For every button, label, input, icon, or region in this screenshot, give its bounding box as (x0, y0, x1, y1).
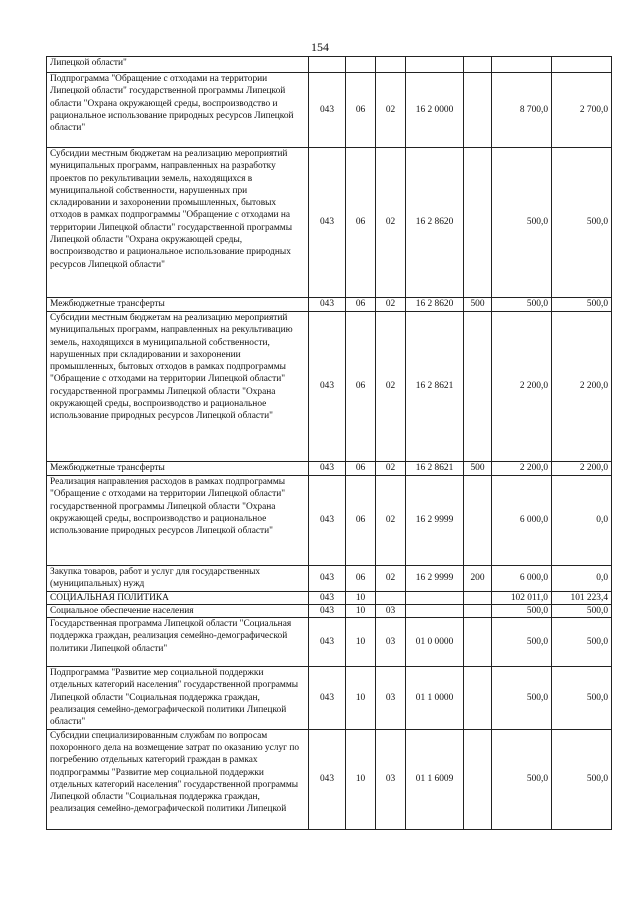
cell-admin: 043 (309, 667, 346, 729)
cell-admin: 043 (309, 591, 346, 604)
cell-sum2 (552, 57, 612, 73)
cell-subsection: 02 (376, 73, 406, 148)
cell-name: Межбюджетные трансферты (47, 462, 309, 476)
cell-subsection: 03 (376, 667, 406, 729)
cell-sum1: 102 011,0 (492, 591, 552, 604)
cell-name: Субсидии местным бюджетам на реализацию мероприятий муниципальных программ, направленных на разработку проектов по рекультивации земель, находящихся в муниципальной собственности, нарушенных при складировании и захоронении промышленных, бытовых отходов в рамках подпрограммы "Обращение с отходами на территории Липецкой области" государственной программы Липецкой области "Охрана окружающей среды, воспроизводство и рациональное использование природных ресурсов Липецкой области" (47, 148, 309, 298)
cell-section: 06 (346, 73, 376, 148)
cell-sum1 (492, 57, 552, 73)
cell-sum1: 500,0 (492, 604, 552, 617)
cell-target: 01 0 0000 (406, 618, 464, 667)
cell-admin: 043 (309, 462, 346, 476)
cell-type (464, 73, 492, 148)
cell-admin (309, 57, 346, 73)
cell-type (464, 729, 492, 829)
table-row (47, 618, 612, 667)
cell-sum1: 500,0 (492, 298, 552, 312)
cell-sum2: 500,0 (552, 618, 612, 667)
cell-type: 200 (464, 566, 492, 592)
table-row (47, 476, 612, 566)
cell-type: 500 (464, 298, 492, 312)
cell-name: Подпрограмма "Обращение с отходами на территории Липецкой области" государственной программы Липецкой области "Охрана окружающей среды, воспроизводство и рациональное использование природных ресурсов Липецкой области" (47, 73, 309, 148)
cell-sum1: 500,0 (492, 729, 552, 829)
cell-subsection: 02 (376, 312, 406, 462)
cell-target: 01 1 6009 (406, 729, 464, 829)
cell-sum2: 500,0 (552, 148, 612, 298)
table-row (47, 298, 612, 312)
page-number: 154 (311, 40, 329, 54)
cell-type (464, 312, 492, 462)
cell-section: 10 (346, 604, 376, 617)
cell-sum1: 500,0 (492, 667, 552, 729)
cell-target: 16 2 0000 (406, 73, 464, 148)
table-row (47, 312, 612, 462)
cell-sum2: 2 700,0 (552, 73, 612, 148)
cell-name: Социальное обеспечение населения (47, 604, 309, 617)
cell-subsection: 02 (376, 298, 406, 312)
cell-sum1: 8 700,0 (492, 73, 552, 148)
cell-admin: 043 (309, 604, 346, 617)
table-row (47, 591, 612, 604)
cell-sum2: 500,0 (552, 729, 612, 829)
cell-section: 06 (346, 298, 376, 312)
cell-sum2: 500,0 (552, 667, 612, 729)
cell-section (346, 57, 376, 73)
cell-section: 06 (346, 148, 376, 298)
cell-target: 16 2 8621 (406, 462, 464, 476)
cell-name: Закупка товаров, работ и услуг для государственных (муниципальных) нужд (47, 566, 309, 592)
cell-section: 10 (346, 667, 376, 729)
cell-section: 06 (346, 312, 376, 462)
cell-sum1: 2 200,0 (492, 462, 552, 476)
cell-admin: 043 (309, 73, 346, 148)
cell-sum2: 500,0 (552, 604, 612, 617)
cell-type (464, 57, 492, 73)
cell-admin: 043 (309, 618, 346, 667)
cell-name: Государственная программа Липецкой области "Социальная поддержка граждан, реализация семейно-демографической политики Липецкой области" (47, 618, 309, 667)
cell-admin: 043 (309, 312, 346, 462)
cell-sum2: 0,0 (552, 566, 612, 592)
cell-name: Субсидии специализированным службам по вопросам похоронного дела на возмещение затрат по оказанию услуг по погребению отдельных категорий граждан в рамках подпрограммы "Развитие мер социальной поддержки отдельных категорий населения" государственной программы Липецкой области "Социальная поддержка граждан, реализация семейно-демографической политики Липецкой (47, 729, 309, 829)
cell-type (464, 148, 492, 298)
table-row (47, 57, 612, 73)
cell-target: 16 2 8621 (406, 312, 464, 462)
cell-section: 06 (346, 462, 376, 476)
cell-subsection: 03 (376, 618, 406, 667)
cell-section: 10 (346, 618, 376, 667)
cell-name: Межбюджетные трансферты (47, 298, 309, 312)
cell-target: 01 1 0000 (406, 667, 464, 729)
cell-sum1: 500,0 (492, 618, 552, 667)
cell-sum2: 2 200,0 (552, 312, 612, 462)
table-row (47, 148, 612, 298)
table-row (47, 667, 612, 729)
cell-type: 500 (464, 462, 492, 476)
budget-table (46, 56, 612, 830)
cell-name: СОЦИАЛЬНАЯ ПОЛИТИКА (47, 591, 309, 604)
cell-section: 10 (346, 729, 376, 829)
cell-subsection: 02 (376, 462, 406, 476)
cell-admin: 043 (309, 148, 346, 298)
cell-subsection: 02 (376, 148, 406, 298)
cell-sum2: 500,0 (552, 298, 612, 312)
cell-admin: 043 (309, 298, 346, 312)
cell-section: 10 (346, 591, 376, 604)
cell-sum2: 101 223,4 (552, 591, 612, 604)
cell-type (464, 618, 492, 667)
table-row (47, 73, 612, 148)
cell-sum1: 6 000,0 (492, 566, 552, 592)
cell-name: Реализация направления расходов в рамках подпрограммы "Обращение с отходами на территории Липецкой области" государственной программы Липецкой области "Охрана окружающей среды, воспроизводство и рациональное использование природных ресурсов Липецкой области" (47, 476, 309, 566)
cell-target (406, 57, 464, 73)
table-row (47, 566, 612, 592)
cell-sum1: 500,0 (492, 148, 552, 298)
cell-target (406, 604, 464, 617)
cell-target (406, 591, 464, 604)
cell-section: 06 (346, 476, 376, 566)
cell-type (464, 667, 492, 729)
cell-sum1: 2 200,0 (492, 312, 552, 462)
cell-sum2: 0,0 (552, 476, 612, 566)
cell-type (464, 604, 492, 617)
cell-target: 16 2 9999 (406, 566, 464, 592)
cell-subsection: 02 (376, 566, 406, 592)
cell-admin: 043 (309, 476, 346, 566)
cell-subsection: 02 (376, 476, 406, 566)
cell-sum1: 6 000,0 (492, 476, 552, 566)
cell-admin: 043 (309, 566, 346, 592)
cell-sum2: 2 200,0 (552, 462, 612, 476)
cell-name: Субсидии местным бюджетам на реализацию мероприятий муниципальных программ, направленных на рекультивацию земель, находящихся в муниципальной собственности, нарушенных при складировании и захоронении промышленных, бытовых отходов в рамках подпрограммы "Обращение с отходами на территории Липецкой области" государственной программы Липецкой области "Охрана окружающей среды, воспроизводство и рациональное использование природных ресурсов Липецкой области" (47, 312, 309, 462)
cell-target: 16 2 9999 (406, 476, 464, 566)
table-row (47, 729, 612, 829)
cell-type (464, 476, 492, 566)
cell-name: Липецкой области" (47, 57, 309, 73)
table-row (47, 604, 612, 617)
cell-admin: 043 (309, 729, 346, 829)
cell-subsection: 03 (376, 729, 406, 829)
table-row (47, 462, 612, 476)
cell-subsection (376, 57, 406, 73)
cell-target: 16 2 8620 (406, 298, 464, 312)
cell-subsection: 03 (376, 604, 406, 617)
cell-target: 16 2 8620 (406, 148, 464, 298)
cell-section: 06 (346, 566, 376, 592)
cell-type (464, 591, 492, 604)
cell-name: Подпрограмма "Развитие мер социальной поддержки отдельных категорий населения" государственной программы Липецкой области "Социальная поддержка граждан, реализация семейно-демографической политики Липецкой области" (47, 667, 309, 729)
cell-subsection (376, 591, 406, 604)
